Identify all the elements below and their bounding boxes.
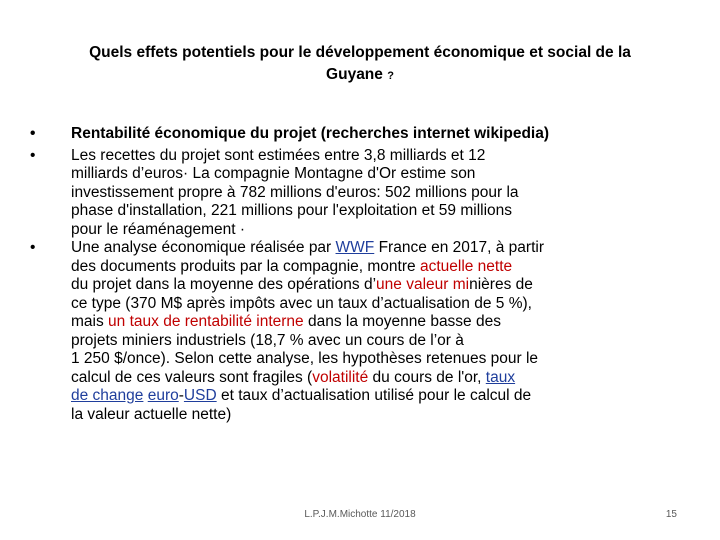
bullet-line: Les recettes du projet sont estimées entre 3,8 milliards et 12 [71, 146, 486, 164]
text-segment: ce type (370 M$ après impôts avec un taux d’actualisation de 5 %), [71, 294, 532, 312]
bullet-dot-icon: • [30, 125, 36, 142]
text-segment: calcul de ces valeurs sont fragiles ( [71, 368, 313, 386]
text-segment: - [178, 387, 184, 404]
bullet-dot-icon: • [30, 146, 36, 164]
slide-footer: L.P.J.M.Michotte 11/2018 [304, 509, 416, 520]
bullet-line: pour le réaménagement · [71, 220, 246, 238]
bullet-line: phase d'installation, 221 millions pour l'exploitation et 59 millions [71, 202, 513, 219]
title-question-mark: ? [387, 70, 394, 82]
text-segment: France en 2017, à partir [374, 239, 545, 256]
bullet-line: milliards d’euros· La compagnie Montagne d'Or estime son [71, 165, 476, 182]
text-segment: du projet dans la moyenne des opérations d’ [71, 276, 377, 293]
highlight-actuelle-nette: actuelle nette [419, 257, 513, 275]
bullet-text: Rentabilité économique du projet (recherches internet wikipedia) [71, 125, 550, 142]
bullet-analyse [30, 239, 690, 424]
highlight-mi: mi [452, 276, 470, 293]
wwf-link[interactable]: WWF [335, 239, 375, 256]
text-segment: Une analyse économique réalisée par [71, 239, 336, 256]
usd-link[interactable]: USD [183, 387, 217, 404]
text-segment: dans la moyenne basse des [303, 313, 501, 330]
page-number: 15 [665, 509, 677, 520]
text-segment: du cours de l'or, [368, 368, 486, 386]
text-segment: mais [71, 313, 109, 330]
highlight-volatilite: volatilité [312, 368, 369, 386]
text-segment: et taux d’actualisation utilisé pour le calcul de [216, 387, 532, 404]
highlight-taux-rentabilite: un taux de rentabilité interne [108, 313, 304, 330]
text-segment: 1 250 $/once). Selon cette analyse, les hypothèses retenues pour le [71, 350, 539, 367]
text-segment: nières de [469, 276, 533, 293]
bullet-line: investissement propre à 782 millions d'euros: 502 millions pour la [71, 183, 519, 201]
bullet-list [30, 125, 690, 424]
bullet-rentabilite [30, 125, 690, 144]
highlight-une-valeur: une valeur [376, 276, 449, 293]
bullet-dot-icon: • [30, 239, 36, 256]
title-line-2: Guyane [326, 66, 383, 83]
bullet-recettes [30, 147, 690, 240]
de-change-link[interactable]: de change [71, 387, 144, 404]
text-segment: des documents produits par la compagnie, montre [71, 257, 420, 275]
text-segment: projets miniers industriels (18,7 % avec un cours de l’or à [71, 331, 464, 349]
slide-title [48, 42, 672, 87]
euro-link[interactable]: euro [147, 387, 179, 404]
title-line-1: Quels effets potentiels pour le développement économique et social de la [89, 44, 631, 61]
text-segment: la valeur actuelle nette) [71, 405, 232, 423]
taux-link[interactable]: taux [485, 368, 516, 386]
